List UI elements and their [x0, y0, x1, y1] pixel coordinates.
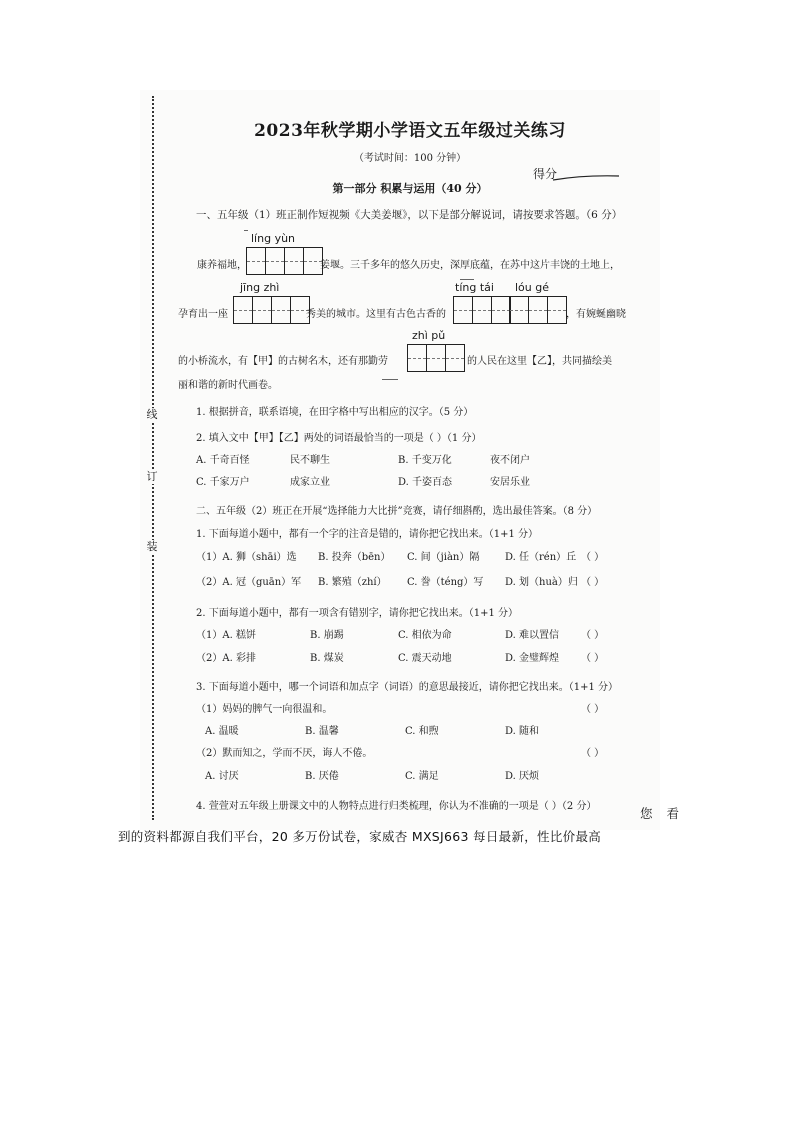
q2-s3-opt1-c[interactable]: C. 和煦	[405, 726, 439, 737]
q2-s2-r2-a[interactable]: （2）A. 彩排	[196, 653, 256, 664]
q2-s3-q1: （1）妈妈的脾气一向很温和。	[196, 704, 333, 715]
tianzige-lingyun[interactable]	[246, 247, 323, 275]
q2-s3-opt1-d[interactable]: D. 随和	[505, 726, 540, 737]
pinyin-mark	[460, 279, 474, 280]
q1-sub1: 1. 根据拼音，联系语境，在田字格中写出相应的汉字。（5 分）	[196, 407, 474, 418]
exam-time: （考试时间：100 分钟）	[353, 153, 467, 164]
pinyin-lingyun: líng yùn	[251, 232, 296, 245]
answer-paren[interactable]: （ ）	[581, 630, 605, 641]
q2-s3-opt2-d[interactable]: D. 厌烦	[505, 771, 540, 782]
q1-line2-c: ，有婉蜒幽晓	[566, 309, 626, 320]
binding-label-ding: 订	[140, 470, 164, 484]
q1-line2-a: 孕育出一座	[178, 309, 228, 320]
footer-right-text: 您 看	[640, 806, 684, 821]
q2-s1-r1-c[interactable]: C. 间（jiàn）隔	[407, 552, 480, 563]
q2-s3-opt2-a[interactable]: A. 讨厌	[205, 771, 239, 782]
q2-s1-r2-c[interactable]: C. 誊（téng）写	[407, 577, 484, 588]
q1-option-b[interactable]: B. 千变万化	[398, 455, 452, 466]
pinyin-louge: lóu gé	[515, 281, 550, 294]
q2-s3-q2: （2）默而知之，学而不厌，诲人不倦。	[196, 748, 373, 759]
tianzige-jingzhi[interactable]	[233, 296, 310, 324]
q1-intro: 一、五年级（1）班正制作短视频《大美姜堰》，以下是部分解说词，请按要求答题。（6 分）	[196, 209, 623, 221]
answer-paren[interactable]: （ ）	[581, 552, 605, 563]
footer-watermark-line: 到的资料都源自我们平台，20 多万份试卷，家威杏 MXSJ663 每日最新，性比价最高	[118, 829, 602, 844]
q1-option-b2: 夜不闭户	[490, 455, 530, 466]
q2-s2-r1-a[interactable]: （1）A. 糕饼	[196, 630, 256, 641]
q1-option-d[interactable]: D. 千姿百态	[398, 477, 453, 488]
q2-s1-r2-b[interactable]: B. 繁殖（zhí）	[318, 577, 387, 588]
scan-mark	[382, 379, 398, 380]
q2-sub1: 1. 下面每道小题中，都有一个字的注音是错的，请你把它找出来。（1+1 分）	[196, 529, 539, 540]
q2-sub3: 3. 下面每道小题中，哪一个词语和加点字（词语）的意思最接近，请你把它找出来。（1+1 分）	[196, 682, 619, 693]
q2-s1-r2-a[interactable]: （2）A. 冠（guān）军	[196, 577, 302, 588]
answer-paren[interactable]: （ ）	[581, 748, 605, 759]
tianzige-tingtai[interactable]	[453, 296, 511, 324]
pinyin-mark	[244, 230, 248, 231]
q1-line1-b: 姜堰。三千多年的悠久历史，深厚底蕴，在苏中这片丰饶的土地上，	[320, 260, 620, 271]
answer-paren[interactable]: （ ）	[581, 577, 605, 588]
q2-s2-r2-b[interactable]: B. 煤炭	[310, 653, 344, 664]
pinyin-jingzhi: jīng zhì	[240, 281, 280, 294]
q2-s3-opt1-a[interactable]: A. 温暖	[205, 726, 239, 737]
q2-intro: 二、五年级（2）班正在开展“选择能力大比拼”竞赛，请仔细斟酌，选出最佳答案。（8 分）	[196, 506, 598, 517]
q2-s1-r1-d[interactable]: D. 任（rén）丘	[505, 552, 577, 563]
q1-line3-a: 的小桥流水，有【甲】的古树名木，还有那勤劳	[178, 356, 388, 367]
q2-sub2: 2. 下面每道小题中，都有一项含有错别字，请你把它找出来。（1+1 分）	[196, 608, 519, 619]
q2-sub4: 4. 萱萱对五年级上册课文中的人物特点进行归类梳理，你认为不准确的一项是（ ）（2 分）	[196, 801, 597, 812]
q2-s2-r1-c[interactable]: C. 相依为命	[398, 630, 452, 641]
binding-dotted-line	[152, 96, 154, 820]
q1-option-d2: 安居乐业	[490, 477, 530, 488]
page-title: 2023年秋学期小学语文五年级过关练习	[254, 121, 566, 141]
q1-line2-b: 秀美的城市。这里有古色古香的	[306, 309, 446, 320]
q1-sub2: 2. 填入文中【甲】【乙】两处的词语最恰当的一项是（ ）（1 分）	[196, 433, 482, 444]
score-label: 得分	[533, 167, 558, 181]
q2-s3-opt1-b[interactable]: B. 温馨	[305, 726, 339, 737]
q2-s1-r2-d[interactable]: D. 划（huà）归	[505, 577, 578, 588]
q2-s1-r1-a[interactable]: （1）A. 狮（shāi）选	[196, 552, 297, 563]
answer-paren[interactable]: （ ）	[581, 704, 605, 715]
q2-s2-r2-c[interactable]: C. 震天动地	[398, 653, 452, 664]
q2-s3-opt2-c[interactable]: C. 满足	[405, 771, 439, 782]
q1-option-c2: 成家立业	[290, 477, 330, 488]
binding-label-zhuang: 装	[140, 540, 164, 554]
q1-line3-b: 的人民在这里【乙】，共同描绘美	[467, 356, 612, 367]
tianzige-zhipu[interactable]	[407, 344, 465, 372]
q1-option-a[interactable]: A. 千奇百怪	[196, 455, 250, 466]
q2-s2-r2-d[interactable]: D. 金璧辉煌	[505, 653, 560, 664]
q1-line1-a: 康养福地，	[197, 260, 247, 271]
part1-heading: 第一部分 积累与运用（40 分）	[332, 182, 488, 195]
q1-option-a2: 民不聊生	[290, 455, 330, 466]
q2-s2-r1-b[interactable]: B. 崩踢	[310, 630, 344, 641]
pinyin-tingtai: tíng tái	[455, 281, 494, 294]
answer-paren[interactable]: （ ）	[581, 653, 605, 664]
q2-s3-opt2-b[interactable]: B. 厌倦	[305, 771, 339, 782]
q2-s2-r1-d[interactable]: D. 难以置信	[505, 630, 560, 641]
tianzige-louge[interactable]	[509, 296, 567, 324]
q1-option-c[interactable]: C. 千家万户	[196, 477, 250, 488]
binding-label-line: 线	[140, 408, 164, 422]
q2-s1-r1-b[interactable]: B. 投奔（bēn）	[318, 552, 391, 563]
pinyin-zhipu: zhì pǔ	[412, 329, 446, 342]
q1-line4: 丽和谐的新时代画卷。	[178, 380, 278, 391]
